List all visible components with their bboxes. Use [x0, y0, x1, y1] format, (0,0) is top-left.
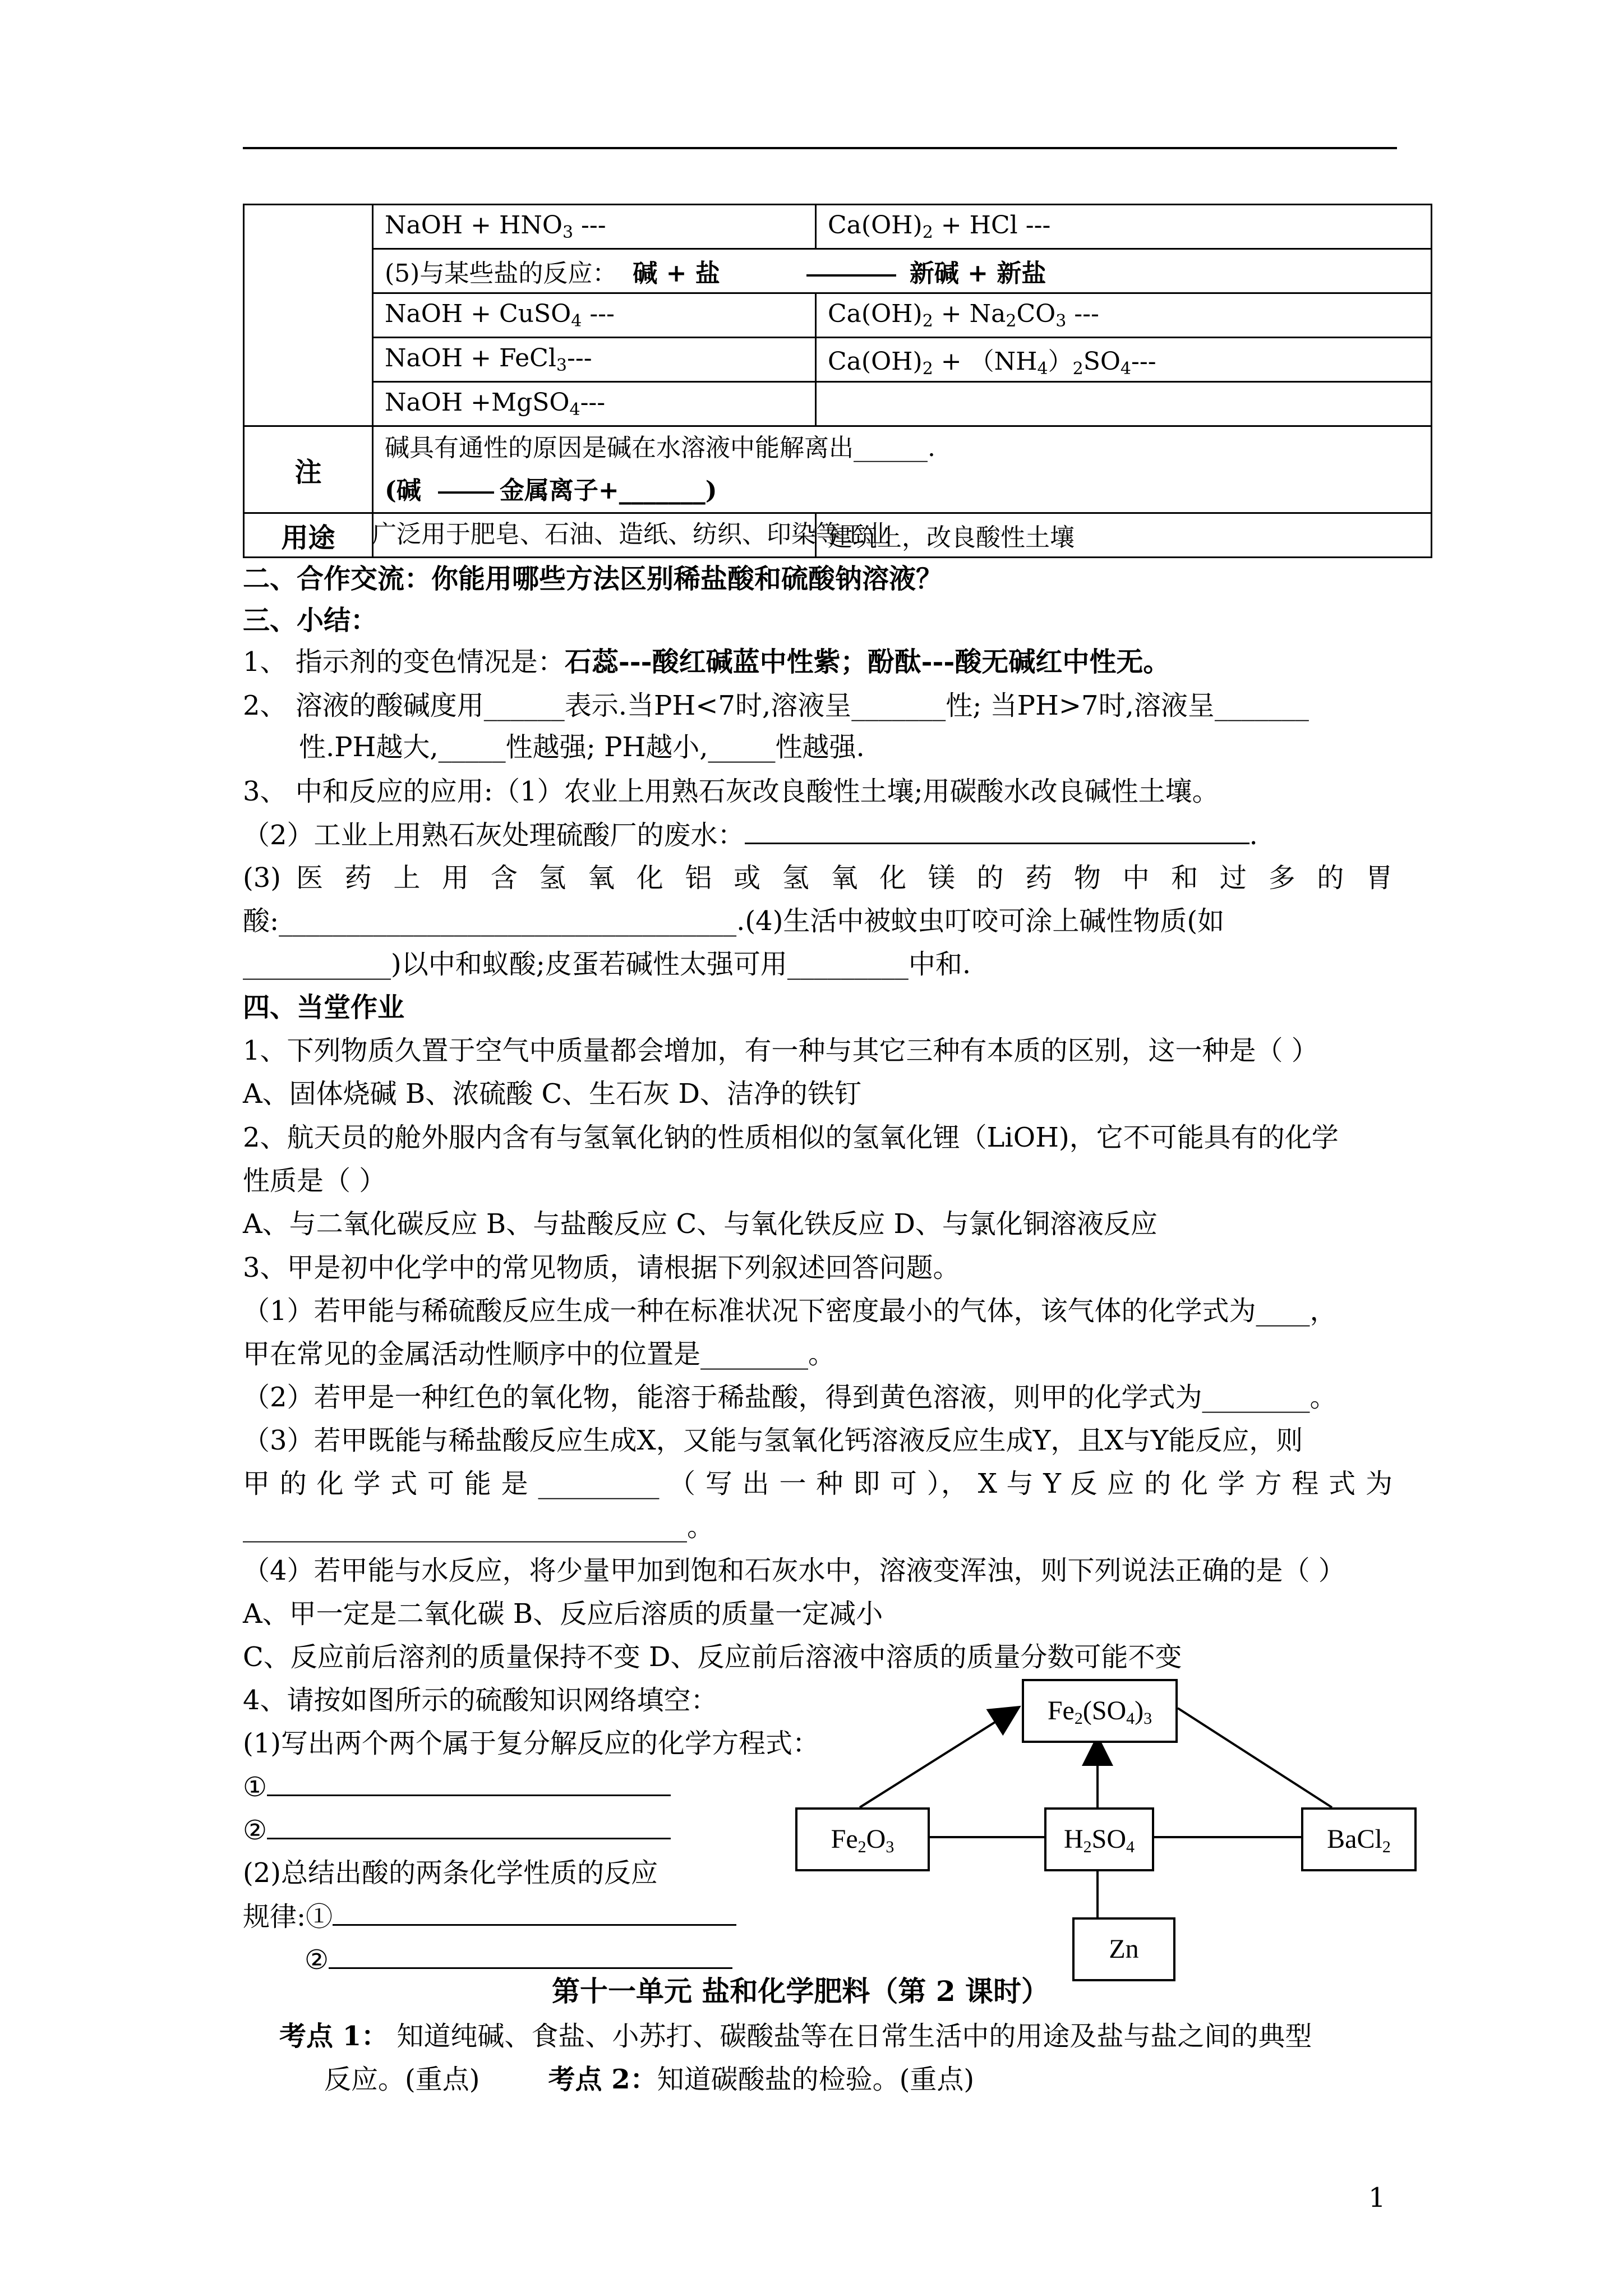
use-head: 用途	[244, 513, 373, 558]
question-3-1b: 甲在常见的金属活动性顺序中的位置是________。	[243, 1338, 836, 1370]
section-2: 二、合作交流：你能用哪些方法区别稀盐酸和硫酸钠溶液？	[243, 563, 943, 595]
summary-3a: 3、 中和反应的应用:（1）农业上用熟石灰改良酸性土壤;用碳酸水改良碱性土壤。	[243, 776, 1219, 807]
node-h2so4: $H_2SO_4$	[1044, 1807, 1154, 1871]
answer-line-2: ②	[243, 1813, 671, 1847]
use-right: 建筑上，改良酸性土壤	[816, 513, 1432, 558]
cell-caoh2-hcl: $Ca(OH)_2$ + HCl ---	[816, 205, 1432, 249]
question-1: 1、下列物质久置于空气中质量都会增加，有一种与其它三种有本质的区别，这一种是（ ）	[243, 1035, 1318, 1066]
question-4: 4、请按如图所示的硫酸知识网络填空：	[243, 1685, 718, 1716]
question-4-2b: 规律:①	[243, 1899, 736, 1934]
question-3-4: （4）若甲能与水反应，将少量甲加到饱和石灰水中，溶液变浑浊，则下列说法正确的是（ ）	[243, 1555, 1345, 1586]
key-point-1: 考点 1： 知道纯碱、食盐、小苏打、碳酸盐等在日常生活中的用途及盐与盐之间的典型	[279, 2021, 1312, 2052]
cell-caoh2-na2co3: $Ca(OH)_2 + Na_2CO_3$ ---	[816, 293, 1432, 338]
summary-1: 1、 指示剂的变色情况是：石蕊---酸红碱蓝中性紫；酚酞---酸无碱红中性无。	[243, 646, 1170, 678]
arrow-fe2o3-top	[860, 1708, 1017, 1807]
question-3-3b: 甲 的 化 学 式 可 能 是 _________ （ 写 出 一 种 即 可 ）， X 与 Y 反 应 的 化 学 方 程 式 为	[243, 1468, 1393, 1499]
node-bacl2: BaCl$_2$	[1301, 1807, 1417, 1871]
summary-2a: 2、 溶液的酸碱度用______表示.当PH<7时,溶液呈_______性; 当PH>7时,溶液呈_______	[243, 690, 1309, 721]
summary-3c: (3) 医 药 上 用 含 氢 氧 化 铝 或 氢 氧 化 镁 的 药 物 中 和 过 多 的 胃	[243, 862, 1393, 894]
line-top-bacl2	[1178, 1708, 1332, 1807]
node-zn: Zn	[1072, 1917, 1175, 1981]
section-3: 三、小结：	[243, 605, 378, 636]
page-number: 1	[1368, 2182, 1386, 2214]
question-3-2: （2）若甲是一种红色的氧化物，能溶于稀盐酸，得到黄色溶液，则甲的化学式为________。	[243, 1382, 1337, 1413]
key-point-1b: 反应。(重点) 考点 2：知道碳酸盐的检验。(重点)	[324, 2064, 975, 2095]
summary-3e: ___________)以中和蚁酸;皮蛋若碱性太强可用_________中和.	[243, 949, 971, 980]
note-cell: 碱具有通性的原因是碱在水溶液中能解离出______. (碱 金属离子+_______)	[373, 426, 1432, 513]
question-2b: 性质是（ ）	[243, 1165, 386, 1197]
question-1-options: A、固体烧碱 B、浓硫酸 C、生石灰 D、洁净的铁钉	[243, 1078, 861, 1110]
note-head: 注	[244, 426, 373, 513]
unit-title: 第十一单元 盐和化学肥料（第 2 课时）	[552, 1975, 1050, 2008]
question-4-2c: ②	[305, 1943, 732, 1977]
summary-2b: 性.PH越大,_____性越强; PH越小,_____性越强.	[299, 731, 865, 763]
question-3-3a: （3）若甲既能与稀盐酸反应生成X，又能与氢氧化钙溶液反应生成Y，且X与Y能反应，则	[243, 1425, 1303, 1456]
question-4-2a: (2)总结出酸的两条化学性质的反应	[243, 1857, 658, 1889]
summary-3b: （2）工业上用熟石灰处理硫酸厂的废水： .	[243, 818, 1258, 852]
cell-salt-reaction: (5)与某些盐的反应： 碱 + 盐 新碱 + 新盐	[373, 249, 1432, 293]
cell-naoh-mgso4: NaOH +MgSO$_4$---	[373, 382, 816, 426]
cell-naoh-hno3: NaOH + $HNO_3$ ---	[373, 205, 816, 249]
cell-naoh-cuso4: NaOH + CuSO$_4$ ---	[373, 293, 816, 338]
question-3-4-optA: A、甲一定是二氧化碳 B、反应后溶质的质量一定减小	[243, 1598, 883, 1630]
section-4: 四、当堂作业	[243, 992, 405, 1023]
question-3-4-optC: C、反应前后溶剂的质量保持不变 D、反应前后溶液中溶质的质量分数可能不变	[243, 1641, 1182, 1673]
question-3-3c: _________________________________。	[243, 1511, 714, 1543]
cell-caoh2-nh42so4: $Ca(OH)_2 + (NH_4)_2SO_4---$	[816, 338, 1432, 382]
node-fe2so43: $Fe_2(SO_4)_3$	[1022, 1679, 1178, 1743]
node-fe2o3: $Fe_2O_3$	[795, 1807, 930, 1871]
question-3: 3、甲是初中化学中的常见物质，请根据下列叙述回答问题。	[243, 1252, 960, 1283]
summary-3d: 酸:__________________________________.(4)生活中被蚊虫叮咬可涂上碱性物质(如	[243, 905, 1225, 937]
question-3-1a: （1）若甲能与稀硫酸反应生成一种在标准状况下密度最小的气体，该气体的化学式为____，	[243, 1295, 1337, 1327]
question-4-1: (1)写出两个两个属于复分解反应的化学方程式：	[243, 1728, 819, 1759]
answer-line-1: ①	[243, 1770, 671, 1804]
cell-naoh-fecl3: NaOH + FeCl$_3$---	[373, 338, 816, 382]
question-2a: 2、航天员的舱外服内含有与氢氧化钠的性质相似的氢氧化锂（LiOH)，它不可能具有的化学	[243, 1122, 1339, 1153]
question-2-options: A、与二氧化碳反应 B、与盐酸反应 C、与氧化铁反应 D、与氯化铜溶液反应	[243, 1208, 1158, 1240]
use-left-text: 广泛用于肥皂、石油、造纸、纺织、印染等工业	[372, 520, 890, 549]
